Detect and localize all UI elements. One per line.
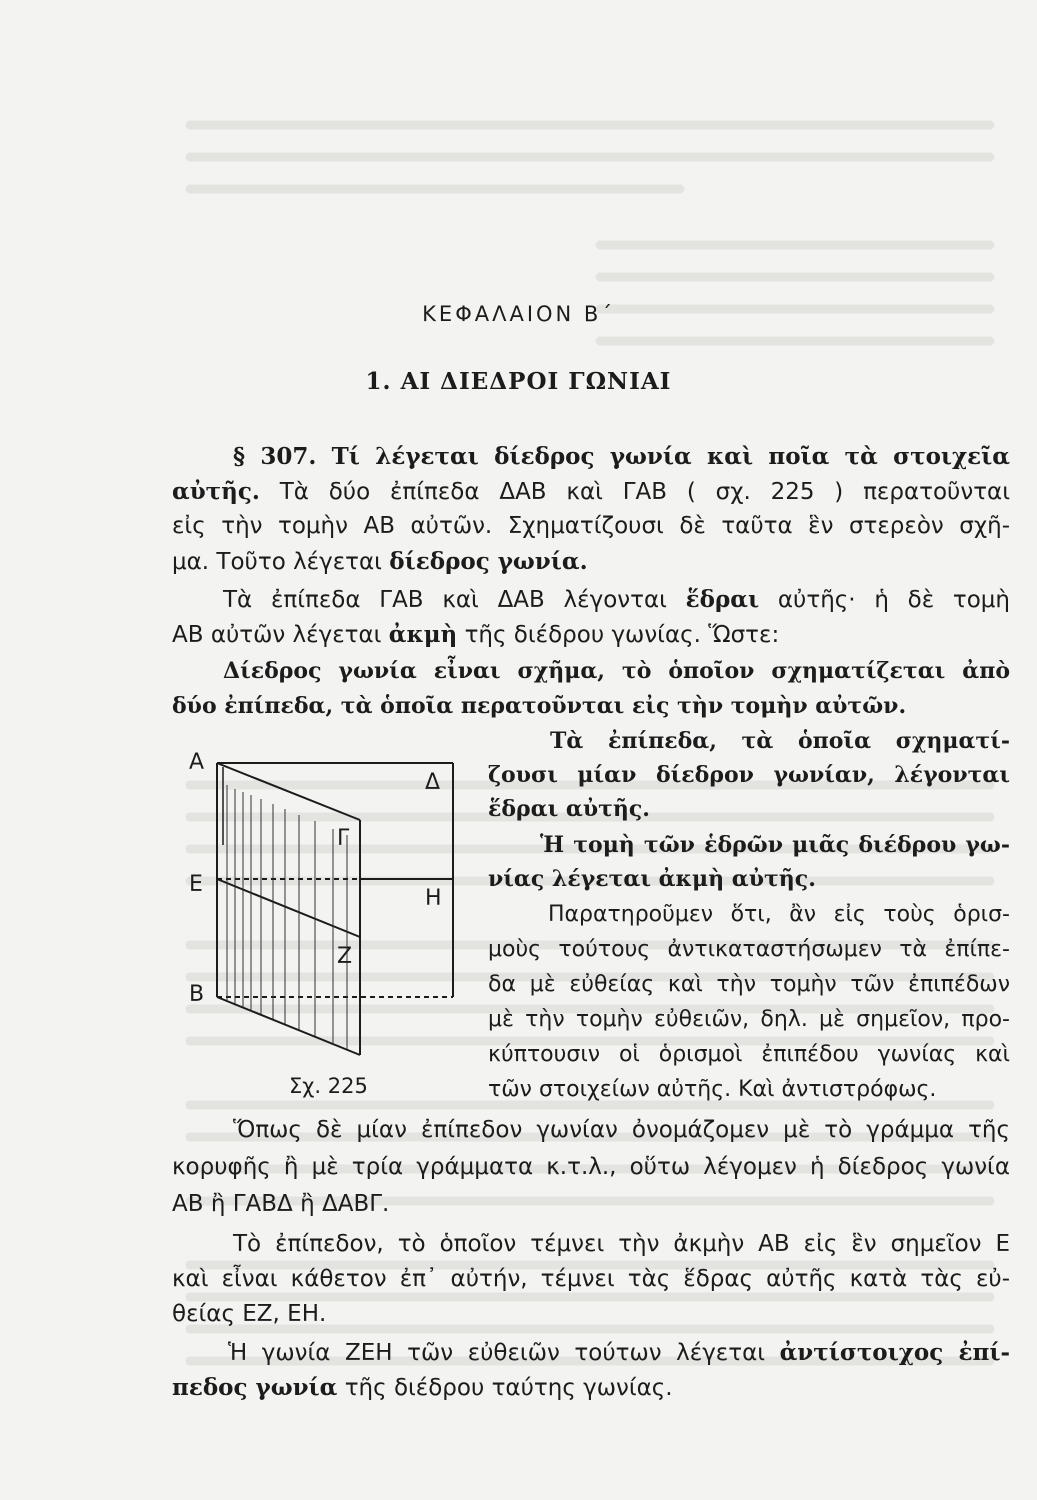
body-text: τῆς διέδρου γωνίας. Ὥστε: bbox=[464, 622, 780, 648]
question-title: Τί λέγεται δίεδρος γωνία καὶ ποῖα τὰ στοιχεῖα bbox=[331, 443, 1010, 470]
body-line bbox=[172, 621, 779, 648]
side-bold-line: νίας λέγεται ἀκμὴ αὐτῆς. bbox=[488, 866, 816, 892]
paragraph-307-heading bbox=[233, 443, 1010, 470]
label-E: Ε bbox=[189, 872, 203, 897]
body-line bbox=[172, 548, 588, 575]
label-Z: Ζ bbox=[337, 944, 353, 969]
body-line bbox=[223, 586, 1010, 613]
label-D: Δ bbox=[425, 770, 441, 795]
chapter-heading: ΚΕΦΑΛΑΙΟΝ Β΄ bbox=[422, 302, 615, 326]
body-text: Τὰ δύο ἐπίπεδα ΔΑΒ καὶ ΓΑΒ ( σχ. 225 ) περατοῦνται bbox=[279, 479, 1010, 505]
side-bold-line: ἕδραι αὐτῆς. bbox=[488, 796, 650, 822]
line-EZ bbox=[217, 879, 360, 937]
body-line bbox=[172, 1374, 673, 1401]
body-text: Ἡ γωνία ΖΕΗ τῶν εὐθειῶν τούτων λέγεται bbox=[228, 1340, 766, 1366]
side-bold-line: ζουσι μίαν δίεδρον γωνίαν, λέγονται bbox=[488, 762, 1010, 788]
body-text: μα. Τοῦτο λέγεται bbox=[172, 549, 382, 575]
side-bold-line: Ἡ τομὴ τῶν ἑδρῶν μιᾶς διέδρου γω- bbox=[540, 832, 1010, 858]
question-title-end: αὐτῆς. bbox=[172, 478, 260, 505]
side-line: κύπτουσιν οἱ ὁρισμοὶ ἐπιπέδου γωνίας καὶ bbox=[488, 1042, 1010, 1067]
body-line: θείας ΕΖ, ΕΗ. bbox=[172, 1301, 327, 1327]
side-line: δα μὲ εὐθείας καὶ τὴν τομὴν τῶν ἐπιπέδων bbox=[488, 972, 1010, 997]
body-line: εἰς τὴν τομὴν ΑΒ αὐτῶν. Σχηματίζουσι δὲ ταῦτα ἓν στερεὸν σχῆ- bbox=[172, 513, 1010, 539]
label-A: Α bbox=[189, 750, 205, 775]
body-line: κορυφῆς ἢ μὲ τρία γράμματα κ.τ.λ., οὕτω λέγομεν ἡ δίεδρος γωνία bbox=[172, 1154, 1010, 1180]
term-edge: ἀκμὴ bbox=[388, 621, 458, 648]
side-line: μοὺς τούτους ἀντικαταστήσωμεν τὰ ἐπίπε- bbox=[488, 937, 1010, 962]
label-H: Η bbox=[425, 886, 442, 911]
term-faces: ἕδραι bbox=[685, 586, 760, 613]
side-line: μὲ τὴν τομὴν εὐθειῶν, δηλ. μὲ σημεῖον, προ- bbox=[488, 1007, 1010, 1032]
body-line bbox=[172, 478, 1010, 505]
body-line: Τὸ ἐπίπεδον, τὸ ὁποῖον τέμνει τὴν ἀκμὴν ΑΒ εἰς ἓν σημεῖον Ε bbox=[233, 1231, 1010, 1257]
figure-225-dihedral-angle bbox=[185, 745, 485, 1115]
term-plane-angle: πεδος γωνία bbox=[172, 1374, 338, 1401]
body-line: ΑΒ ἢ ΓΑΒΔ ἢ ΔΑΒΓ. bbox=[172, 1191, 390, 1217]
side-bold-line: Τὰ ἐπίπεδα, τὰ ὁποῖα σχηματί- bbox=[550, 728, 1010, 754]
label-G: Γ bbox=[337, 826, 350, 851]
figure-caption: Σχ. 225 bbox=[289, 1074, 368, 1098]
face-abg-top bbox=[217, 763, 360, 820]
body-text: ΑΒ αὐτῶν λέγεται bbox=[172, 622, 382, 648]
definition-line: Δίεδρος γωνία εἶναι σχῆμα, τὸ ὁποῖον σχηματίζεται ἀπὸ bbox=[223, 658, 1010, 684]
body-line bbox=[228, 1339, 1010, 1366]
body-text: Τὰ ἐπίπεδα ΓΑΒ καὶ ΔΑΒ λέγονται bbox=[223, 587, 667, 613]
body-text: αὐτῆς· ἡ δὲ τομὴ bbox=[777, 587, 1011, 613]
side-line: τῶν στοιχείων αὐτῆς. Καὶ ἀντιστρόφως. bbox=[488, 1077, 937, 1102]
body-line: Ὅπως δὲ μίαν ἐπίπεδον γωνίαν ὀνομάζομεν μὲ τὸ γράμμα τῆς bbox=[233, 1117, 1010, 1143]
section-number: § 307. bbox=[233, 443, 317, 470]
face-abg-bottom bbox=[217, 997, 360, 1055]
term-dihedral-angle: δίεδρος γωνία. bbox=[389, 548, 588, 575]
definition-line: δύο ἐπίπεδα, τὰ ὁποῖα περατοῦνται εἰς τὴν τομὴν αὐτῶν. bbox=[172, 693, 907, 719]
term-corresponding-plane-angle: ἀντίστοιχος ἐπί- bbox=[779, 1339, 1011, 1366]
label-B: Β bbox=[189, 982, 205, 1007]
side-line: Παρατηροῦμεν ὅτι, ἂν εἰς τοὺς ὁρισ- bbox=[548, 902, 1010, 927]
section-title: 1. ΑΙ ΔΙΕΔΡΟΙ ΓΩΝΙΑΙ bbox=[365, 368, 672, 395]
body-line: καὶ εἶναι κάθετον ἐπ᾿ αὐτήν, τέμνει τὰς ἕδρας αὐτῆς κατὰ τὰς εὐ- bbox=[172, 1266, 1010, 1292]
body-text: τῆς διέδρου ταύτης γωνίας. bbox=[344, 1375, 673, 1401]
